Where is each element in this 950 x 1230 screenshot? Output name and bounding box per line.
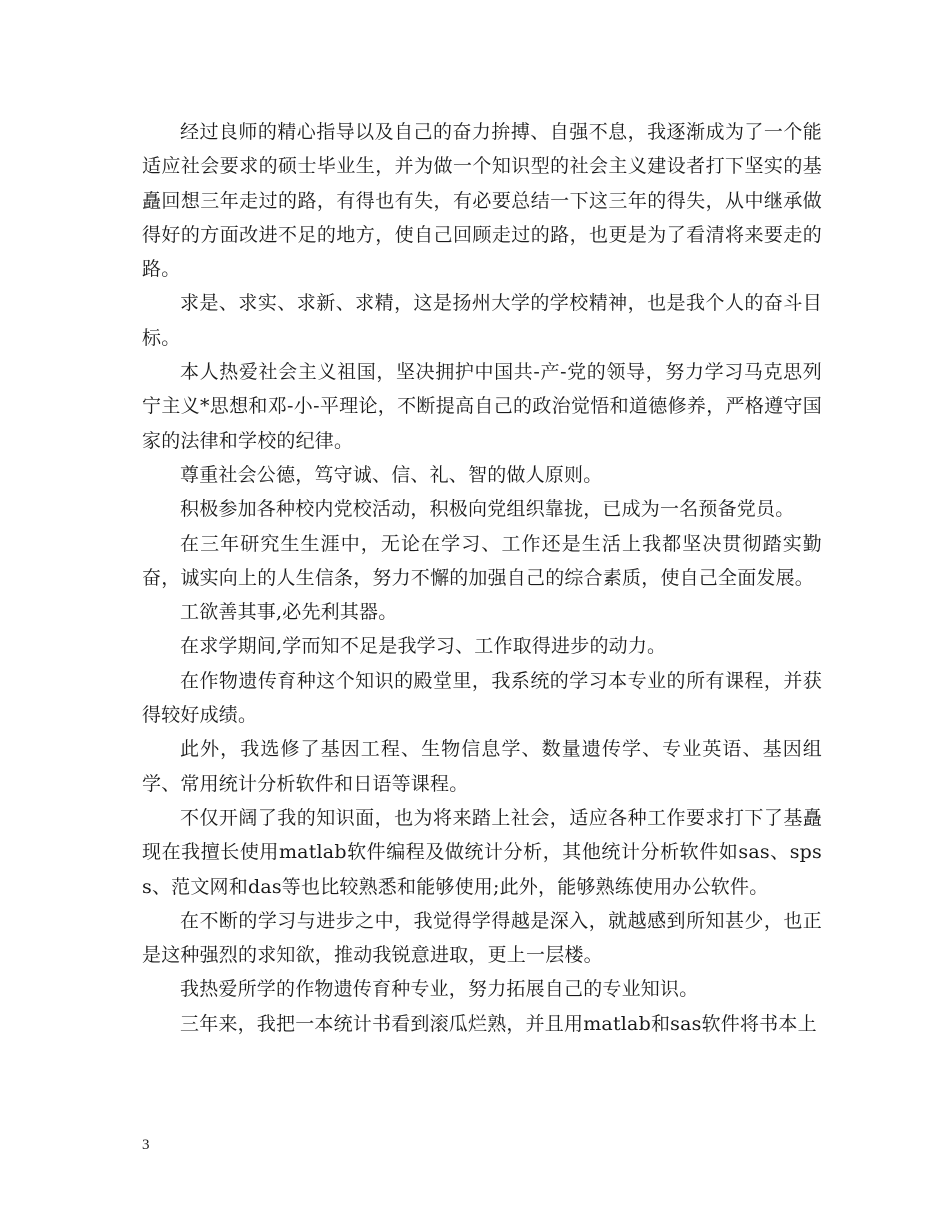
paragraph: 不仅开阔了我的知识面，也为将来踏上社会，适应各种工作要求打下了基矗现在我擅长使用matlab软件编程及做统计分析，其他统计分析软件如sas、spss、范文网和das等也比较熟悉和能够使用;此外，能够熟练使用办公软件。 (142, 806, 822, 898)
document-body (142, 115, 822, 1041)
page-number: 3 (142, 1137, 150, 1153)
paragraph: 工欲善其事,必先利其器。 (180, 601, 398, 624)
paragraph: 尊重社会公德，笃守诚、信、礼、智的做人原则。 (180, 463, 603, 486)
paragraph: 在作物遗传育种这个知识的殿堂里，我系统的学习本专业的所有课程，并获得较好成绩。 (142, 669, 822, 727)
paragraph: 在不断的学习与进步之中，我觉得学得越是深入，就越感到所知甚少，也正是这种强烈的求知欲，推动我锐意进取，更上一层楼。 (142, 909, 822, 967)
paragraph: 本人热爱社会主义祖国，坚决拥护中国共-产-党的领导，努力学习马克思列宁主义*思想和邓-小-平理论，不断提高自己的政治觉悟和道德修养，严格遵守国家的法律和学校的纪律。 (142, 361, 822, 452)
paragraph: 在求学期间,学而知不足是我学习、工作取得进步的动力。 (180, 635, 667, 658)
paragraph: 此外，我选修了基因工程、生物信息学、数量遗传学、专业英语、基因组学、常用统计分析软件和日语等课程。 (142, 738, 822, 795)
paragraph: 积极参加各种校内党校活动，积极向党组织靠拢，已成为一名预备党员。 (180, 498, 795, 521)
paragraph: 在三年研究生生涯中，无论在学习、工作还是生活上我都坚决贯彻踏实勤奋，诚实向上的人生信条，努力不懈的加强自己的综合素质，使自己全面发展。 (142, 532, 822, 589)
paragraph: 我热爱所学的作物遗传育种专业，努力拓展自己的专业知识。 (180, 978, 699, 1001)
paragraph: 经过良师的精心指导以及自己的奋力拚搏、自强不息，我逐渐成为了一个能适应社会要求的硕士毕业生，并为做一个知识型的社会主义建设者打下坚实的基矗回想三年走过的路，有得也有失，有必要总结一下这三年的得失，从中继承做得好的方面改进不足的地方，使自己回顾走过的路，也更是为了看清将来要走的路。 (142, 121, 822, 281)
paragraph: 三年来，我把一本统计书看到滚瓜烂熟，并且用matlab和sas软件将书本上 (180, 1012, 817, 1035)
paragraph: 求是、求实、求新、求精，这是扬州大学的学校精神，也是我个人的奋斗目标。 (142, 292, 822, 349)
